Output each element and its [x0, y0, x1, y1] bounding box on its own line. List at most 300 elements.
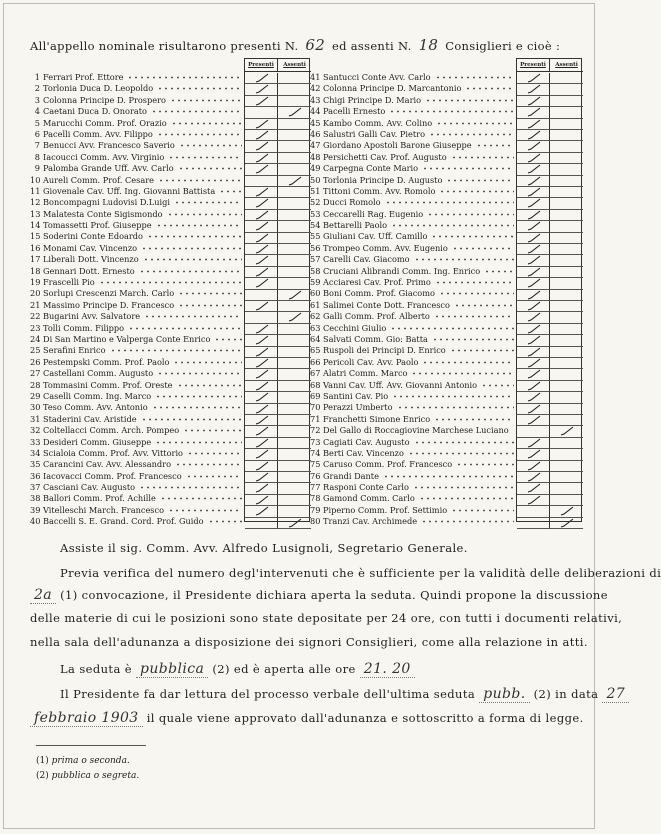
check-mark-icon [255, 358, 269, 368]
present-cell [517, 438, 550, 449]
dotted-leader [434, 311, 514, 322]
check-mark-icon [527, 312, 541, 322]
dotted-leader [139, 482, 242, 493]
member-number: 27 [30, 368, 41, 379]
member-number: 30 [30, 402, 41, 413]
absent-cell [550, 449, 583, 460]
present-cell [517, 392, 550, 403]
check-mark-icon [527, 324, 541, 334]
member-number: 70 [310, 402, 321, 413]
check-mark-icon [288, 290, 302, 300]
check-mark-icon [527, 415, 541, 425]
present-cell [245, 312, 278, 323]
dotted-leader [435, 72, 514, 83]
present-cell [517, 404, 550, 415]
dotted-leader [208, 516, 242, 527]
member-name: Iacovacci Comm. Prof. Francesco [43, 470, 182, 481]
absent-cell [278, 426, 311, 437]
present-cell [245, 244, 278, 255]
absent-cell [550, 164, 583, 175]
member-name: Caetani Duca D. Onorato [43, 106, 147, 117]
present-cell [517, 96, 550, 107]
member-number: 57 [310, 254, 321, 265]
check-mark-icon [527, 438, 541, 448]
absent-cell [550, 153, 583, 164]
member-name: Staderini Cav. Aristide [43, 413, 137, 424]
check-mark-icon [527, 290, 541, 300]
para2 [60, 661, 605, 677]
dotted-leader [419, 493, 514, 504]
member-name: Aureli Comm. Prof. Cesare [43, 174, 154, 185]
present-cell [245, 415, 278, 426]
member-name: Massimo Principe D. Francesco [43, 299, 175, 310]
check-mark-icon [288, 176, 302, 186]
roll-right [310, 58, 580, 527]
absent-cell [550, 438, 583, 449]
member-number: 19 [30, 277, 41, 288]
absent-cell [550, 130, 583, 141]
check-mark-icon [527, 267, 541, 277]
dotted-leader [454, 300, 514, 311]
para1-line2-wrap [30, 587, 608, 603]
member-number: 38 [30, 493, 41, 504]
absent-cell [550, 392, 583, 403]
roll-right-grid [516, 58, 582, 522]
member-number: 37 [30, 482, 41, 493]
dotted-leader [389, 106, 514, 117]
member-number: 6 [34, 128, 40, 139]
absent-cell [550, 96, 583, 107]
dotted-leader [110, 345, 242, 356]
present-cell [517, 347, 550, 358]
check-mark-icon [255, 301, 269, 311]
absent-cell [278, 290, 311, 301]
absent-cell [550, 461, 583, 472]
member-name: Salvati Comm. Gio: Batta [323, 333, 428, 344]
dotted-leader [392, 391, 514, 402]
member-number: 28 [30, 379, 41, 390]
member-number: 33 [30, 436, 41, 447]
present-cell [517, 461, 550, 472]
check-mark-icon [255, 278, 269, 288]
member-number: 54 [310, 220, 321, 231]
member-name: Casciani Cav. Augusto [43, 482, 136, 493]
para2-middle: (2) ed è aperta alle ore [212, 662, 356, 676]
member-name: Castellani Comm. Augusto [43, 368, 154, 379]
check-mark-icon [255, 483, 269, 493]
absent-cell [550, 404, 583, 415]
member-name: Boni Comm. Prof. Giacomo [323, 288, 435, 299]
absent-cell [550, 472, 583, 483]
absent-cell [278, 153, 311, 164]
member-number: 66 [310, 356, 321, 367]
check-mark-icon [527, 73, 541, 83]
member-name: Malatesta Conte Sigismondo [43, 208, 163, 219]
dotted-leader [155, 437, 242, 448]
member-number: 64 [310, 333, 321, 344]
member-name: Monami Cav. Vincenzo [43, 242, 138, 253]
check-mark-icon [255, 153, 269, 163]
present-cell [245, 404, 278, 415]
footnote-2-mark: (2) [36, 771, 49, 781]
absent-cell [278, 255, 311, 266]
dotted-leader [128, 323, 242, 334]
present-cell [517, 335, 550, 346]
absent-cell [550, 506, 583, 517]
dotted-leader [157, 368, 242, 379]
dotted-leader [168, 505, 242, 516]
present-cell [517, 472, 550, 483]
check-mark-icon [527, 84, 541, 94]
absent-cell [278, 449, 311, 460]
absent-cell [278, 301, 311, 312]
para3-middle: (2) in data [533, 687, 599, 701]
present-cell [245, 483, 278, 494]
absent-cell [550, 335, 583, 346]
member-name: Rasponi Conte Carlo [323, 482, 409, 493]
member-name: Di San Martino e Valperga Conte Enrico [43, 333, 211, 344]
check-mark-icon [527, 198, 541, 208]
dotted-leader [451, 152, 514, 163]
dotted-leader [160, 493, 242, 504]
para3-line2 [30, 710, 584, 726]
check-mark-icon [527, 335, 541, 345]
absent-cell [278, 267, 311, 278]
absent-count: 18 [418, 36, 439, 54]
present-cell [245, 381, 278, 392]
dotted-leader [397, 402, 514, 413]
dotted-leader [414, 254, 514, 265]
member-name: Ruspoli dei Principi D. Enrico [323, 345, 446, 356]
present-cell [517, 187, 550, 198]
member-number: 18 [30, 265, 41, 276]
check-mark-icon [255, 198, 269, 208]
member-number: 25 [30, 345, 41, 356]
member-name: Marucchi Comm. Prof. Orazio [43, 117, 167, 128]
absent-cell [278, 233, 311, 244]
member-name: Vitelleschi March. Francesco [43, 504, 165, 515]
dotted-leader [465, 83, 514, 94]
member-number: 17 [30, 254, 41, 265]
para3-line1 [60, 686, 626, 702]
member-number: 39 [30, 504, 41, 515]
present-cell [245, 198, 278, 209]
dotted-leader [147, 231, 242, 242]
absent-cell [278, 84, 311, 95]
member-number: 59 [310, 277, 321, 288]
check-mark-icon [255, 141, 269, 151]
present-cell [245, 221, 278, 232]
member-name: Gamond Comm. Carlo [323, 493, 415, 504]
present-cell [517, 449, 550, 460]
absent-cell [278, 210, 311, 221]
present-cell [517, 210, 550, 221]
absent-cell [278, 141, 311, 152]
absent-cell [278, 96, 311, 107]
member-name: Bugarini Avv. Salvatore [43, 311, 141, 322]
present-cell [245, 449, 278, 460]
absent-cell [278, 415, 311, 426]
member-name: Scialoia Comm. Prof. Avv. Vittorio [43, 447, 183, 458]
present-cell [245, 290, 278, 301]
absent-cell [278, 324, 311, 335]
present-cell [245, 426, 278, 437]
absent-cell [278, 335, 311, 346]
member-number: 71 [310, 413, 321, 424]
absent-column-header: Assenti [550, 59, 583, 72]
absent-cell [278, 472, 311, 483]
present-cell [245, 438, 278, 449]
check-mark-icon [255, 210, 269, 220]
last-seduta-handwritten: pubb. [479, 686, 529, 703]
absent-cell [278, 404, 311, 415]
absent-cell [550, 119, 583, 130]
check-mark-icon [255, 244, 269, 254]
member-name: Santini Cav. Pio [323, 390, 389, 401]
member-name: Caselli Comm. Ing. Marco [43, 390, 152, 401]
present-cell [517, 244, 550, 255]
member-name: Santucci Conte Avv. Carlo [323, 72, 431, 82]
check-mark-icon [255, 381, 269, 391]
absent-cell [278, 347, 311, 358]
absent-cell [550, 176, 583, 187]
absent-cell [550, 301, 583, 312]
check-mark-icon [255, 73, 269, 83]
present-cell [517, 267, 550, 278]
dotted-leader [446, 175, 514, 186]
member-number: 20 [30, 288, 41, 299]
member-number: 35 [30, 459, 41, 470]
footnote-2 [36, 771, 139, 781]
check-mark-icon [255, 426, 269, 436]
member-name: Frascelli Pio [43, 277, 95, 288]
member-name: Giovenale Cav. Uff. Ing. Giovanni Battista [43, 185, 216, 196]
secretary-line: Assiste il sig. Comm. Avv. Alfredo Lusignoli, Segretario Generale. [60, 541, 468, 555]
check-mark-icon [255, 164, 269, 174]
member-number: 49 [310, 163, 321, 174]
para3-prefix: Il Presidente fa dar lettura del processo verbale dell'ultima seduta [60, 687, 476, 701]
opening-time-handwritten: 21. 20 [360, 661, 415, 678]
dotted-leader [178, 300, 242, 311]
member-number: 72 [310, 425, 321, 436]
present-cell [517, 415, 550, 426]
absent-cell [550, 369, 583, 380]
member-number: 41 [310, 72, 321, 82]
present-cell [517, 221, 550, 232]
member-name: Carelli Cav. Giacomo [323, 254, 410, 265]
dotted-leader [439, 288, 514, 299]
member-number: 22 [30, 311, 41, 322]
check-mark-icon [527, 461, 541, 471]
member-number: 77 [310, 482, 321, 493]
dotted-leader [422, 357, 514, 368]
check-mark-icon [255, 449, 269, 459]
dotted-leader [171, 118, 242, 129]
present-cell [517, 290, 550, 301]
member-number: 53 [310, 208, 321, 219]
member-number: 58 [310, 265, 321, 276]
member-number: 55 [310, 231, 321, 242]
dotted-leader [411, 368, 514, 379]
member-name: Pestempski Comm. Prof. Paolo [43, 356, 170, 367]
dotted-leader [421, 516, 514, 527]
dotted-leader [170, 95, 242, 106]
member-name: Franchetti Simone Enrico [323, 413, 431, 424]
member-number: 12 [30, 197, 41, 208]
member-name: Giuliani Cav. Uff. Camillo [323, 231, 428, 242]
member-number: 36 [30, 470, 41, 481]
member-name: Carpegna Conte Mario [323, 163, 419, 174]
check-mark-icon [527, 255, 541, 265]
present-cell [517, 176, 550, 187]
check-mark-icon [255, 392, 269, 402]
check-mark-icon [527, 141, 541, 151]
absent-cell [550, 312, 583, 323]
dotted-leader [144, 311, 242, 322]
check-mark-icon [255, 335, 269, 345]
member-name: Tranzi Cav. Archimede [323, 516, 418, 527]
member-name: Pacelli Ernesto [323, 106, 386, 117]
present-cell [517, 153, 550, 164]
dotted-leader [435, 277, 514, 288]
member-number: 61 [310, 299, 321, 310]
check-mark-icon [255, 255, 269, 265]
member-name: Iacoucci Comm. Avv. Virginio [43, 151, 165, 162]
present-cell [245, 278, 278, 289]
convocation-handwritten: 2a [30, 587, 56, 604]
absent-cell [550, 107, 583, 118]
member-name: Gennari Dott. Ernesto [43, 265, 135, 276]
member-name: Persichetti Cav. Prof. Augusto [323, 151, 447, 162]
check-mark-icon [527, 449, 541, 459]
dotted-leader [174, 197, 242, 208]
present-cell [245, 472, 278, 483]
dotted-leader [127, 72, 242, 83]
check-mark-icon [527, 483, 541, 493]
present-cell [517, 255, 550, 266]
present-cell [245, 187, 278, 198]
present-cell [245, 506, 278, 517]
check-mark-icon [527, 244, 541, 254]
dotted-leader [173, 357, 242, 368]
absent-cell [550, 198, 583, 209]
check-mark-icon [527, 221, 541, 231]
member-number: 14 [30, 220, 41, 231]
present-cell [245, 392, 278, 403]
para2-prefix: La seduta è [60, 662, 132, 676]
absent-cell [550, 187, 583, 198]
member-name: Berti Cav. Vincenzo [323, 447, 404, 458]
absent-cell [278, 198, 311, 209]
para1-line1: Previa verifica del numero degl'intervenuti che è sufficiente per la validità delle deliberazioni di [60, 566, 661, 580]
absent-cell [278, 278, 311, 289]
present-cell [245, 358, 278, 369]
header-middle: ed assenti N. [332, 39, 412, 53]
member-name: Cruciani Alibrandi Comm. Ing. Enrico [323, 265, 481, 276]
member-name: Galli Comm. Prof. Alberto [323, 311, 430, 322]
absent-cell [278, 461, 311, 472]
dotted-leader [434, 414, 514, 425]
check-mark-icon [527, 381, 541, 391]
dotted-leader [390, 323, 514, 334]
check-mark-icon [527, 358, 541, 368]
present-column-header: Presenti [245, 59, 278, 72]
member-number: 68 [310, 379, 321, 390]
absent-cell [550, 210, 583, 221]
present-cell [245, 119, 278, 130]
member-number: 74 [310, 447, 321, 458]
absent-cell [550, 483, 583, 494]
member-number: 15 [30, 231, 41, 242]
absent-cell [550, 244, 583, 255]
present-cell [245, 176, 278, 187]
absent-cell [278, 392, 311, 403]
dotted-leader [450, 345, 514, 356]
member-name: Pacelli Comm. Avv. Filippo [43, 128, 153, 139]
absent-cell [550, 358, 583, 369]
absent-cell [550, 84, 583, 95]
member-number: 75 [310, 459, 321, 470]
present-cell [517, 495, 550, 506]
dotted-leader [413, 482, 514, 493]
check-mark-icon [255, 324, 269, 334]
absent-cell [278, 312, 311, 323]
member-name: Liberali Dott. Vincenzo [43, 254, 139, 265]
absent-cell [550, 415, 583, 426]
present-cell [517, 198, 550, 209]
member-name: Piperno Comm. Prof. Settimio [323, 504, 448, 515]
present-cell [517, 119, 550, 130]
member-number: 48 [310, 151, 321, 162]
member-number: 62 [310, 311, 321, 322]
absent-cell [550, 255, 583, 266]
check-mark-icon [527, 164, 541, 174]
footnote-1-text: prima o seconda. [51, 756, 130, 766]
session-type-handwritten: pubblica [136, 661, 208, 678]
check-mark-icon [527, 233, 541, 243]
present-cell [245, 495, 278, 506]
present-cell [517, 107, 550, 118]
absent-cell [550, 290, 583, 301]
dotted-leader [219, 186, 242, 197]
check-mark-icon [255, 506, 269, 516]
check-mark-icon [288, 518, 302, 528]
present-cell [245, 301, 278, 312]
member-name: Benucci Avv. Francesco Saverio [43, 140, 175, 151]
member-name: Cagiati Cav. Augusto [323, 436, 410, 447]
dotted-leader [476, 140, 514, 151]
dotted-leader [383, 471, 514, 482]
date-handwritten: febbraio 1903 [30, 710, 143, 727]
check-mark-icon [560, 426, 574, 436]
present-cell [517, 426, 550, 437]
member-name: Ceccarelli Rag. Eugenio [323, 208, 424, 219]
present-cell [245, 210, 278, 221]
header-prefix: All'appello nominale risultarono presenti N. [30, 39, 299, 53]
present-cell [245, 369, 278, 380]
dotted-leader [513, 425, 514, 436]
dotted-leader [484, 266, 514, 277]
absent-cell [278, 438, 311, 449]
present-cell [517, 233, 550, 244]
present-cell [245, 84, 278, 95]
present-cell [517, 324, 550, 335]
absent-cell [550, 233, 583, 244]
member-number: 80 [310, 516, 321, 527]
member-number: 8 [34, 151, 40, 162]
check-mark-icon [527, 495, 541, 505]
member-name: Giordano Apostoli Barone Giuseppe [323, 140, 472, 151]
